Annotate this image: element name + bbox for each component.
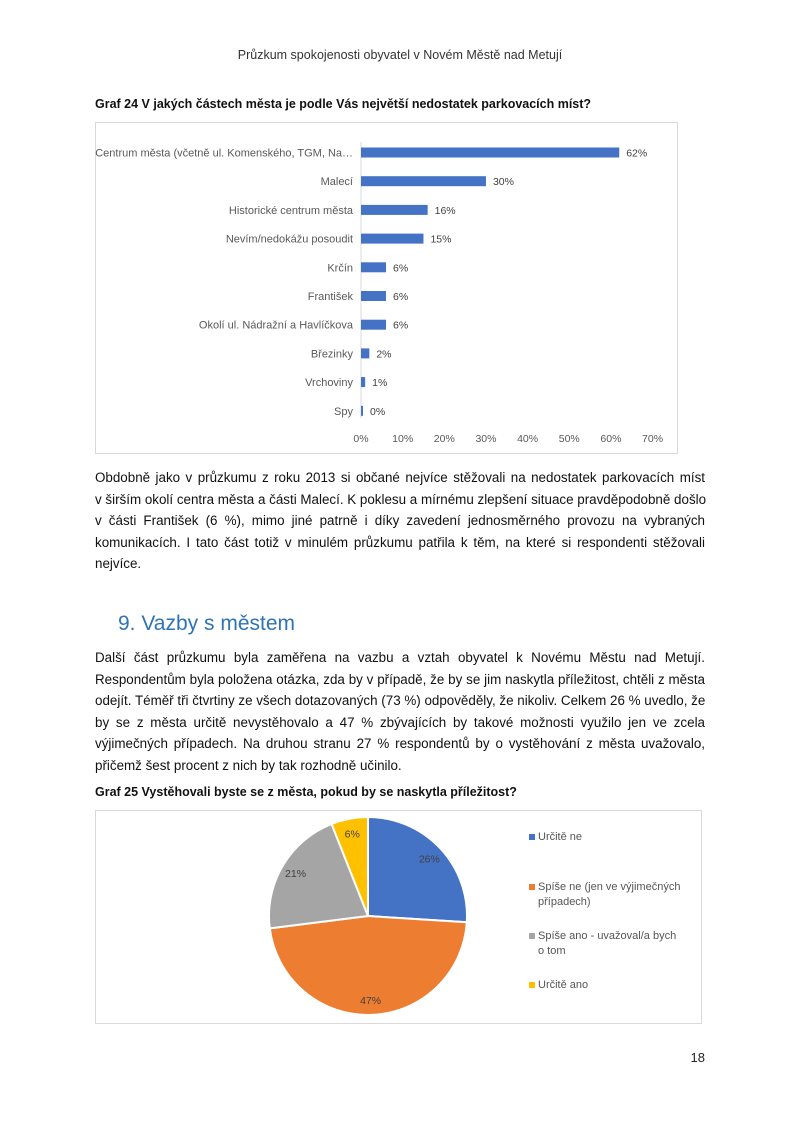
x-tick-label: 50% — [558, 433, 580, 445]
bar-category-label: Nevím/nedokážu posoudit — [225, 233, 353, 246]
paragraph-line: nejvíce. — [95, 556, 142, 571]
legend-swatch — [529, 982, 535, 988]
bar-value-label: 30% — [492, 176, 514, 189]
legend-label: Určitě ano — [538, 979, 589, 991]
bar-value-label: 1% — [372, 377, 388, 390]
paragraph-line: Další část průzkumu byla zaměřena na vazbu a vztah obyvatel k Novému Městu nad Metují. — [95, 650, 705, 665]
figure-25-title: Graf 25 Vystěhovali byste se z města, pokud by se naskytla příležitost? — [95, 785, 517, 799]
bar-value-label: 2% — [376, 348, 392, 361]
bar-category-label: Okolí ul. Nádražní a Havlíčkova — [198, 319, 353, 332]
figure-24-title: Graf 24 V jakých částech města je podle Vás největší nedostatek parkovacích míst? — [95, 97, 592, 111]
bar-value-label: 15% — [430, 233, 452, 246]
legend-swatch — [529, 933, 535, 939]
x-tick-label: 10% — [392, 433, 414, 445]
legend-label: Spíše ne (jen ve výjimečných — [538, 881, 681, 893]
paragraph-line: v části František (6 %), mimo jiné patrně i díky zavedení jednosměrného provozu na vybraných — [95, 513, 705, 528]
paragraph-line: přičemž šest procent z nich by tak rozhodně učinilo. — [95, 757, 402, 773]
bar-value-label: 6% — [392, 262, 409, 275]
bar-value-label: 16% — [434, 204, 456, 217]
pie-value-label: 47% — [360, 995, 382, 1008]
x-tick-label: 30% — [475, 433, 497, 445]
legend-item-spise-ano — [538, 929, 703, 959]
pie-value-label: 26% — [418, 853, 440, 866]
paragraph-line: odejít. Téměř tři čtvrtiny ze všech dotazovaných (73 %) odpověděly, že nikoliv. Celkem 26 % uvedlo, že — [95, 693, 706, 708]
bar-category-label: Centrum města (včetně ul. Komenského, TGM, Na… — [95, 147, 353, 160]
legend-item-urcite-ano — [538, 978, 703, 993]
paragraph-line: Respondentům byla položena otázka, zda by v případě, že by se jim naskytla příležitost, chtěli z města — [95, 671, 705, 687]
bar-value-label: 6% — [392, 291, 409, 303]
pie-value-label: 6% — [344, 828, 360, 841]
bar-category-label: Historické centrum města — [228, 204, 353, 217]
bar-value-label: 0% — [370, 405, 386, 418]
page-number: 18 — [690, 1050, 705, 1065]
paragraph-line: výjimečných případech. Na druhou stranu 27 % respondentů by o vystěhování z města uvažovalo, — [95, 736, 705, 751]
legend-label: případech) — [538, 896, 591, 908]
pie-slice — [368, 817, 467, 922]
legend-label: Spíše ano - uvažoval/a bych — [538, 930, 677, 942]
bar-category-label: Březinky — [310, 348, 353, 361]
x-tick-label: 40% — [517, 433, 539, 445]
paragraph-line: v širším okolí centra města a části Malecí. K poklesu a mírnému zlepšení situace pravděpodobně došlo — [95, 491, 707, 507]
running-header: Průzkum spokojenosti obyvatel v Novém Městě nad Metují — [237, 48, 563, 62]
bar-category-label: Krčín — [327, 262, 353, 275]
paragraph-line: komunikacích. I tato část totiž v minulém průzkumu patřila k těm, na které si respondenti stěžovali — [95, 534, 705, 550]
bar-category-label: Spy — [334, 405, 353, 418]
bar-category-label: Vrchoviny — [305, 377, 353, 390]
x-tick-label: 60% — [600, 433, 622, 445]
bar-value-label: 62% — [626, 147, 648, 160]
legend-label: Určitě ne — [538, 831, 583, 843]
pie-value-label: 21% — [285, 868, 307, 881]
x-tick-label: 20% — [433, 433, 455, 445]
paragraph-line: Obdobně jako v průzkumu z roku 2013 si občané nejvíce stěžovali na nedostatek parkovacích míst — [95, 470, 705, 485]
legend-label: o tom — [538, 945, 566, 957]
paragraph-line: by se z města určitě nevystěhovalo a 47 % zbývajících by takové možnosti využilo jen ve zcela — [95, 714, 705, 730]
legend-item-urcite-ne — [538, 830, 703, 845]
legend-swatch — [529, 834, 535, 840]
bar-category-label: Malecí — [320, 176, 353, 189]
bar-value-label: 6% — [392, 319, 409, 332]
legend-item-spise-ne — [538, 880, 703, 910]
x-tick-label: 0% — [353, 433, 369, 445]
legend-swatch — [529, 884, 535, 890]
x-tick-label: 70% — [642, 433, 664, 445]
section-heading: 9. Vazby s městem — [118, 612, 296, 635]
bar-category-label: František — [307, 291, 353, 303]
